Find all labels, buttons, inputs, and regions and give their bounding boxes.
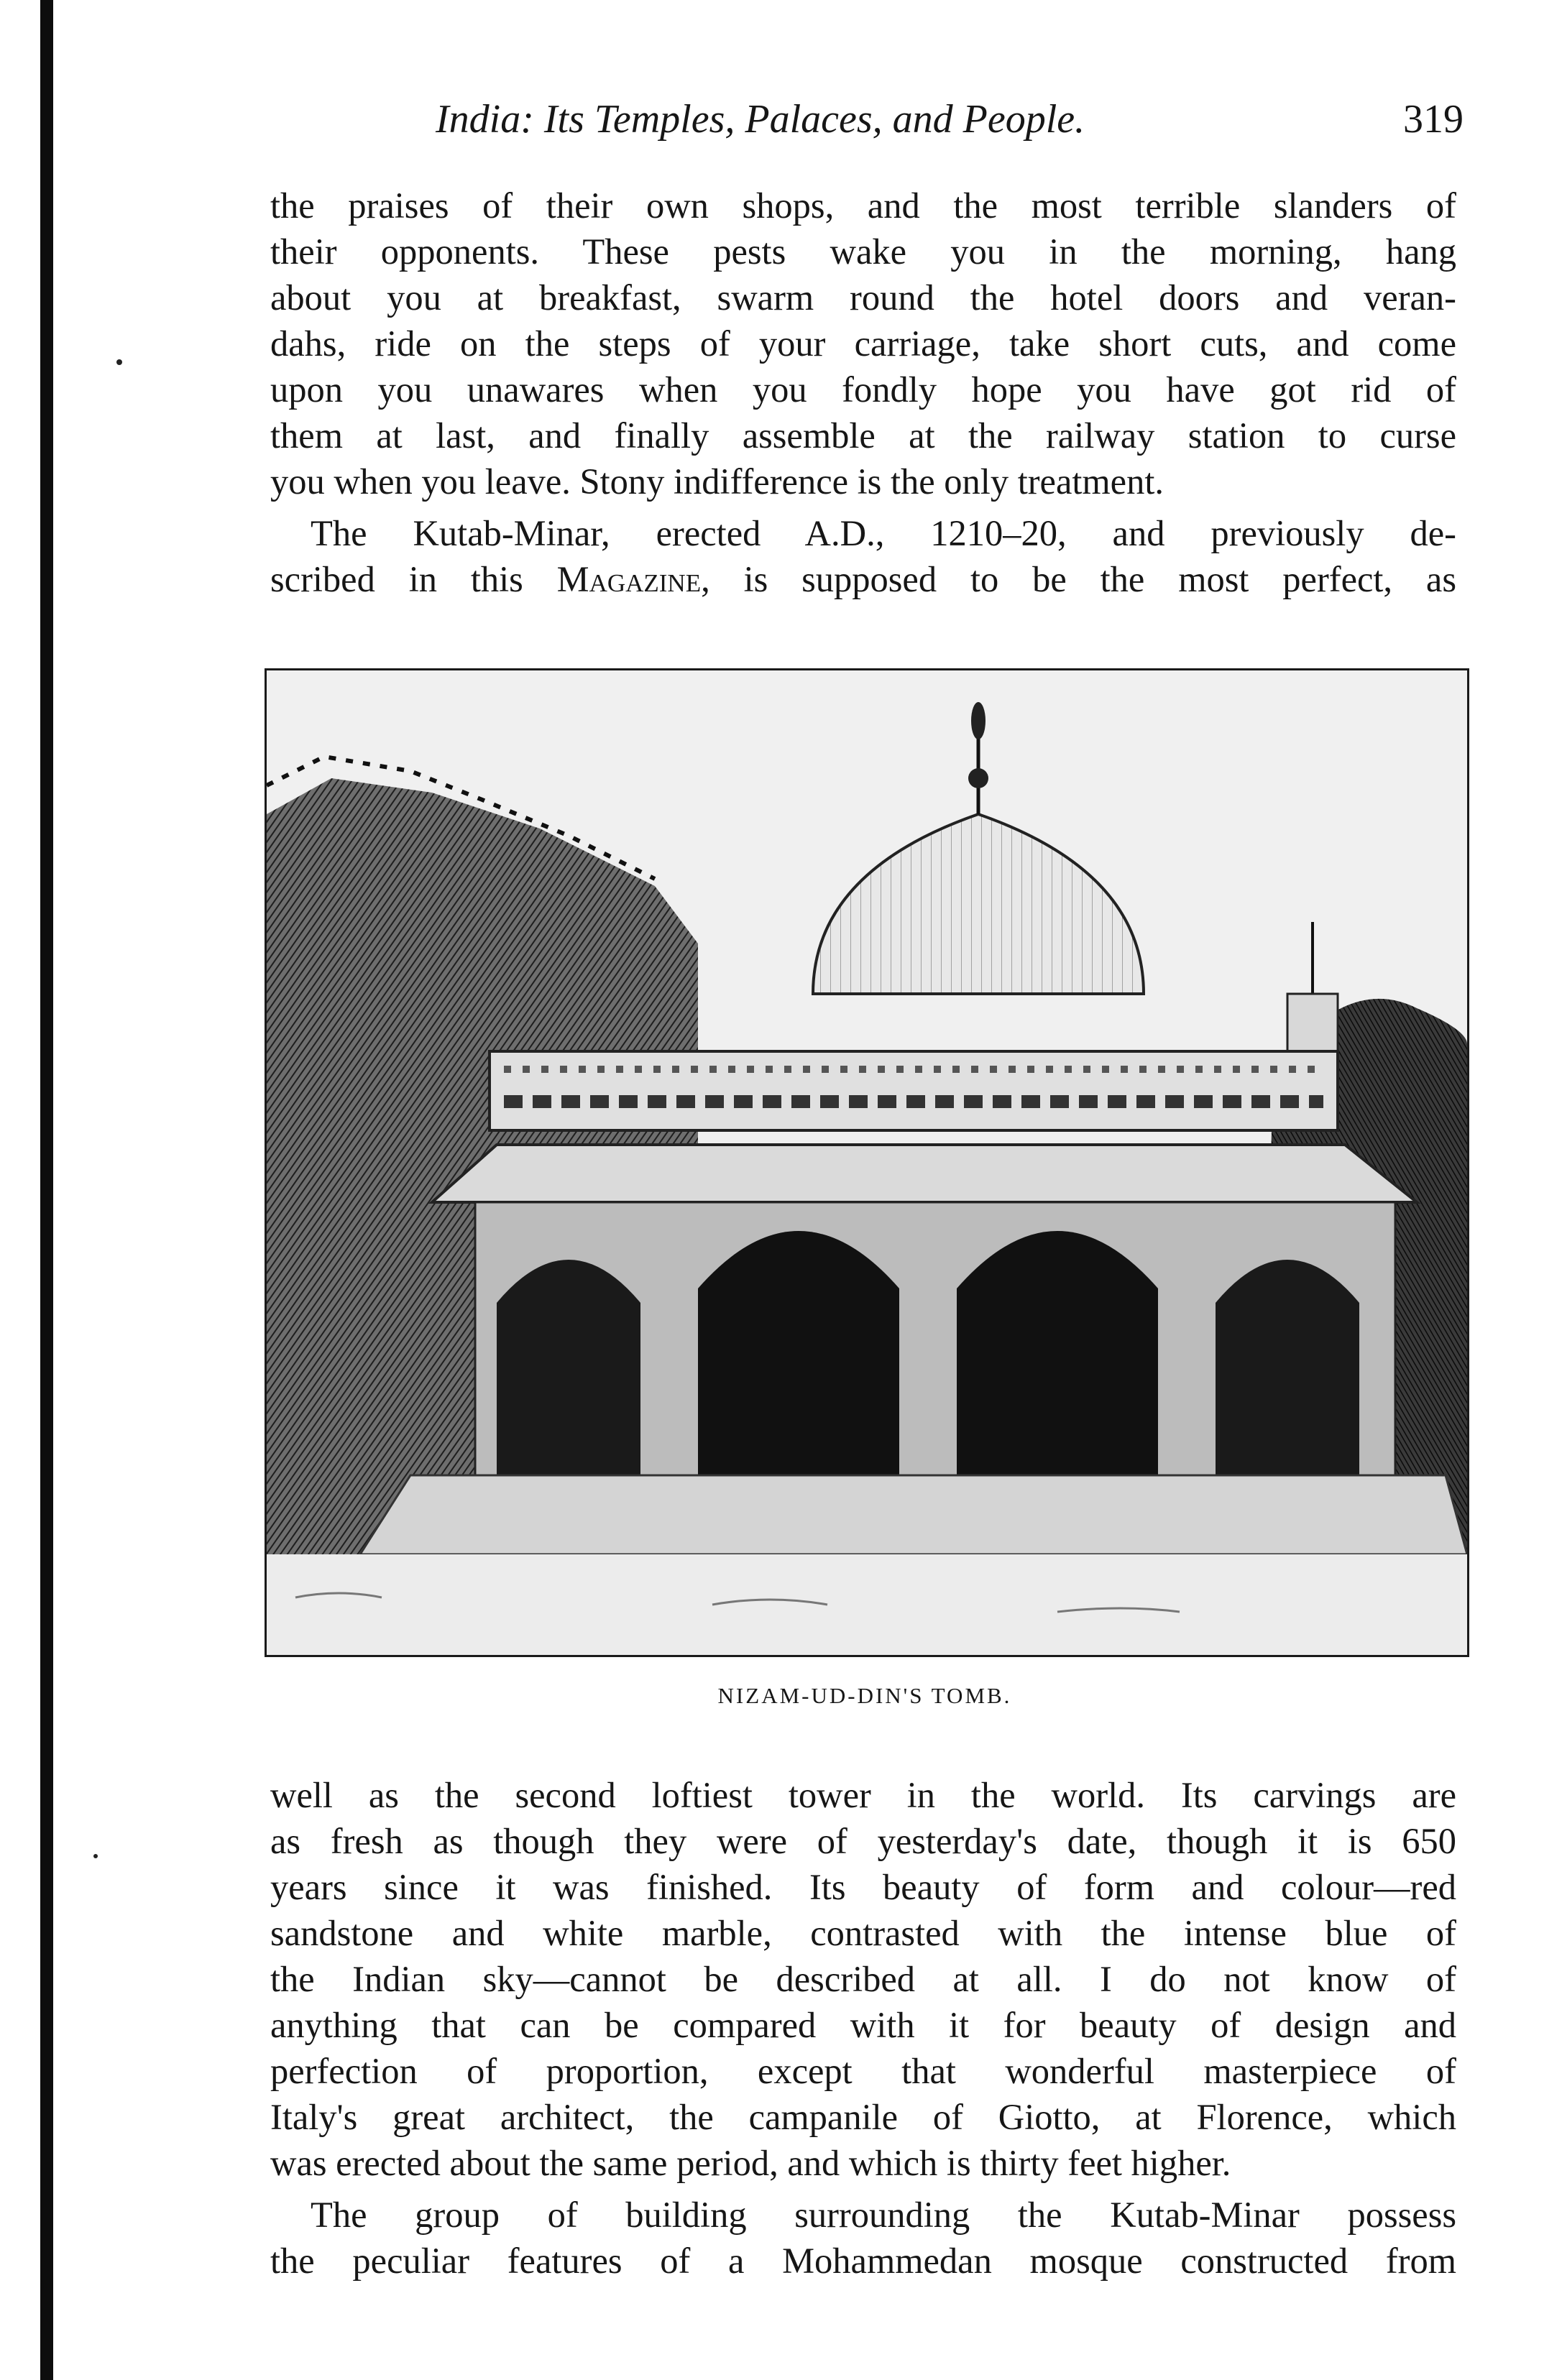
tomb-illustration	[267, 670, 1467, 1655]
kutab-line-1: The Kutab-Minar, erected A.D., 1210–20, and previously de-	[311, 513, 1456, 553]
figure-caption: NIZAM-UD-DIN'S TOMB.	[717, 1683, 1012, 1708]
kutab-line-2-end: , is supposed to be the most perfect, as	[701, 559, 1456, 599]
plinth	[360, 1475, 1467, 1554]
paragraph-line: their opponents. These pests wake you in the morning, hang	[270, 231, 1456, 272]
stray-mark	[93, 1854, 98, 1858]
ground	[267, 1554, 1467, 1655]
paragraph-line: the peculiar features of a Mohammedan mosque constructed from	[270, 2241, 1456, 2281]
binding-edge-rule	[40, 0, 53, 2380]
paragraph-line: you when you leave. Stony indifference is the only treatment.	[270, 461, 1164, 502]
arch-4	[1216, 1260, 1359, 1475]
paragraph-line: dahs, ride on the steps of your carriage, take short cuts, and come	[270, 323, 1456, 364]
paragraph-line: years since it was finished. Its beauty of form and colour—red	[270, 1867, 1456, 1907]
paragraph-line: was erected about the same period, and which is thirty feet higher.	[270, 2143, 1231, 2183]
paragraph-line: about you at breakfast, swarm round the hotel doors and veran-	[270, 277, 1456, 318]
paragraph-line: perfection of proportion, except that wonderful masterpiece of	[270, 2051, 1456, 2091]
paragraph-line: the Indian sky—cannot be described at all. I do not know of	[270, 1959, 1456, 1999]
paragraph-line: The group of building surrounding the Kutab-Minar possess	[311, 2195, 1456, 2235]
running-head	[436, 96, 1464, 147]
screen-parapet	[490, 1051, 1338, 1130]
finial-orb	[968, 768, 988, 788]
page-number: 319	[1403, 97, 1464, 142]
paragraph-line: Italy's great architect, the campanile of Giotto, at Florence, which	[270, 2097, 1456, 2137]
arch-1	[497, 1260, 640, 1475]
paragraph-line: anything that can be compared with it for beauty of design and	[270, 2005, 1456, 2045]
paragraph-line: as fresh as though they were of yesterday's date, though it is 650	[270, 1821, 1456, 1861]
paragraph-line: the praises of their own shops, and the most terrible slanders of	[270, 185, 1456, 226]
eave	[432, 1145, 1417, 1202]
running-title: India: Its Temples, Palaces, and People.	[436, 97, 1085, 142]
magazine-name: Magazine	[556, 559, 702, 599]
paragraph-line: upon you unawares when you fondly hope you have got rid of	[270, 369, 1456, 410]
paragraph-line	[270, 556, 1456, 602]
arch-2	[698, 1231, 899, 1475]
paragraph-line	[270, 510, 1456, 556]
tomb-engraving	[265, 668, 1469, 1657]
kutab-line-2-start: scribed in this	[270, 559, 557, 599]
stray-mark	[116, 359, 122, 365]
paragraph-line: sandstone and white marble, contrasted with the intense blue of	[270, 1913, 1456, 1953]
finial-tip	[971, 702, 986, 739]
paragraph-line: them at last, and finally assemble at the railway station to curse	[270, 415, 1456, 456]
arch-3	[957, 1231, 1158, 1475]
paragraph-line: well as the second loftiest tower in the world. Its carvings are	[270, 1775, 1456, 1815]
